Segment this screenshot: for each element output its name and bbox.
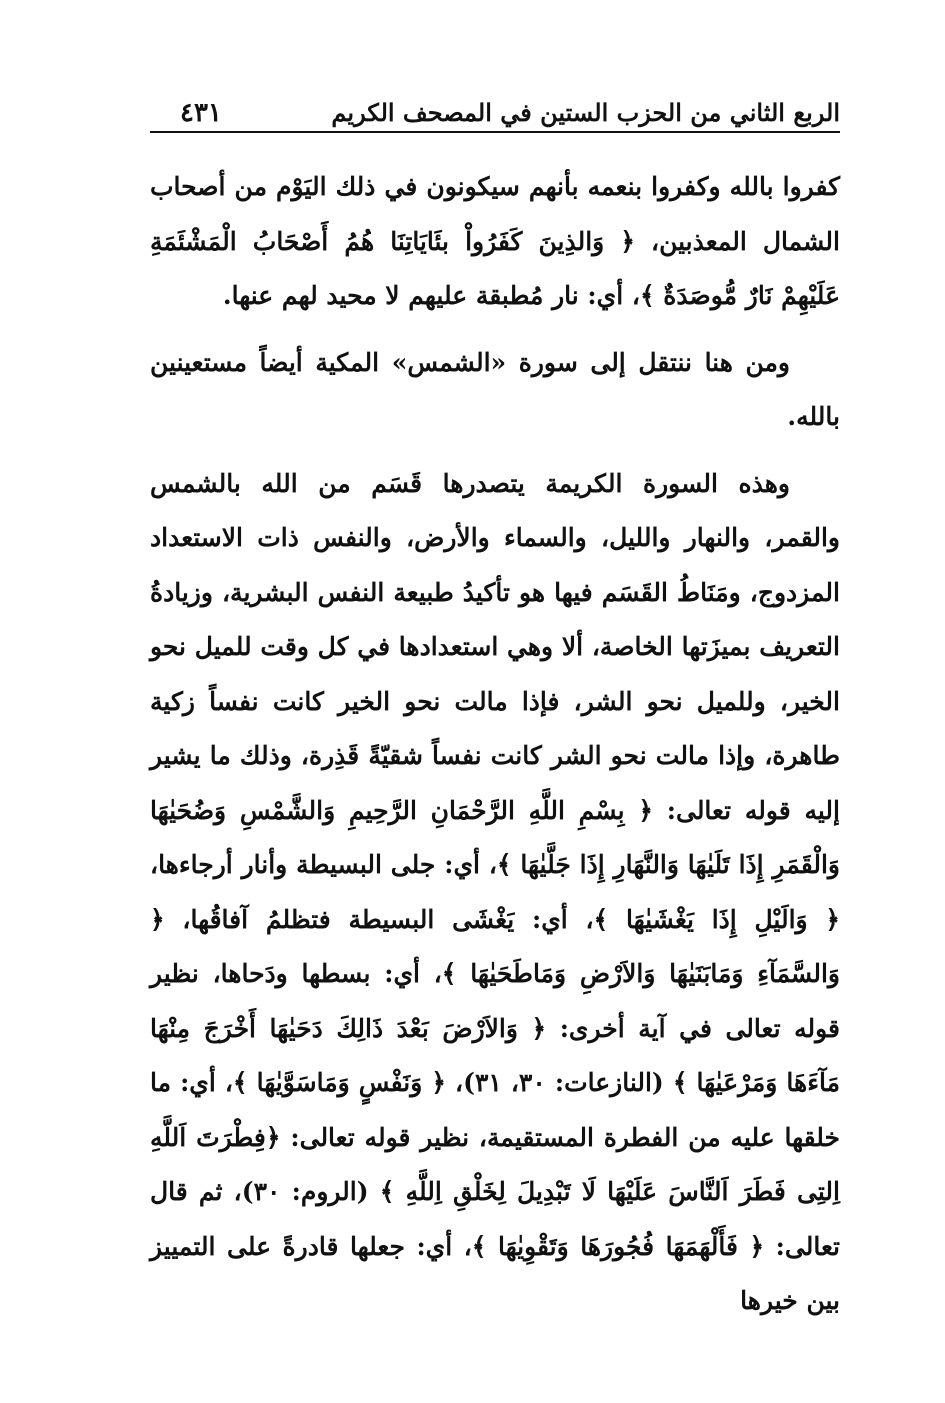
page-number: ٤٣١ <box>180 98 222 128</box>
paragraph-1: كفروا بالله وكفروا بنعمه بأنهم سيكونون في ذلك اليَوْم من أصحاب الشمال المعذبين، ﴿ وَالذِينَ كَفَرُواْ بئَايَاتِنَا هُمُ أَصْحَابُ الْمَشْئَمَةِ عَلَيْهِمْ نَارٌ مُّوصَدَةٌ ﴾، أي: نار مُطبقة عليهم لا محيد لهم عنها. <box>150 172 840 310</box>
header-divider <box>150 131 840 133</box>
header-title: الربع الثاني من الحزب الستين في المصحف الكريم <box>331 98 840 127</box>
running-header <box>150 96 840 130</box>
page-body <box>150 160 840 1329</box>
paragraph-3: وهذه السورة الكريمة يتصدرها قَسَم من الله بالشمس والقمر، والنهار والليل، والسماء والأرض، والنفس ذات الاستعداد المزدوج، ومَنَاطُ القَسَم فيها هو تأكيدُ طبيعة النفس البشرية، وزيادةُ التعريف بميزَتها الخاصة، ألا وهي استعدادها في كل وقت للميل نحو الخير، وللميل نحو الشر، فإذا مالت نحو الخير كانت نفساً زكية طاهرة، وإذا مالت نحو الشر كانت نفساً شقيّةً قَذِرة، وذلك ما يشير إليه قوله تعالى: ﴿ بِسْمِ اللَّهِ الرَّحْمَانِ الرَّحِيمِ وَالشَّمْسِ وَضُحَيٰهَا وَالْقَمَرِ إِذَا تَلَيٰهَا وَالنَّهَارِ إِذَا جَلَّيٰهَا ﴾، أي: جلى البسيطة وأنار أرجاءها، ﴿ وَالَيْلِ إِذَا يَغْشَيٰهَا ﴾، أي: يَغْشَى البسيطة فتظلمُ آفاقُها، ﴿ وَالسَّمَآءِ وَمَابَنَيٰهَا وَالاَرْضِ وَمَاطَحَيٰهَا ﴾، أي: بسطها ودَحاها، نظير قوله تعالى في آية أخرى: ﴿ وَالاَرْضَ بَعْدَ ذَالِكَ دَحَيٰهَا أَخْرَجَ مِنْهَا مَآءَهَا وَمَرْعَيٰهَا ﴾ (النازعات: ٣٠، ٣١)، ﴿ وَنَفْسٍ وَمَاسَوَّيٰهَا ﴾، أي: ما خلقها عليه من الفطرة المستقيمة، نظير قوله تعالى: ﴿فِطْرَتَ اَللَّهِ اِلتِى فَطَرَ اَلنَّاسَ عَلَيْهَا لَا تَبْدِيلَ لِخَلْقِ اِللَّهِ ﴾ (الروم: ٣٠)، ثم قال تعالى: ﴿ فَأَلْهَمَهَا فُجُورَهَا وَتَقْوِيٰهَا ﴾، أي: جعلها قادرةً على التمييز بين خيرها <box>150 468 840 1315</box>
paragraph-2: ومن هنا ننتقل إلى سورة «الشمس» المكية أيضاً مستعينين بالله. <box>150 347 840 431</box>
